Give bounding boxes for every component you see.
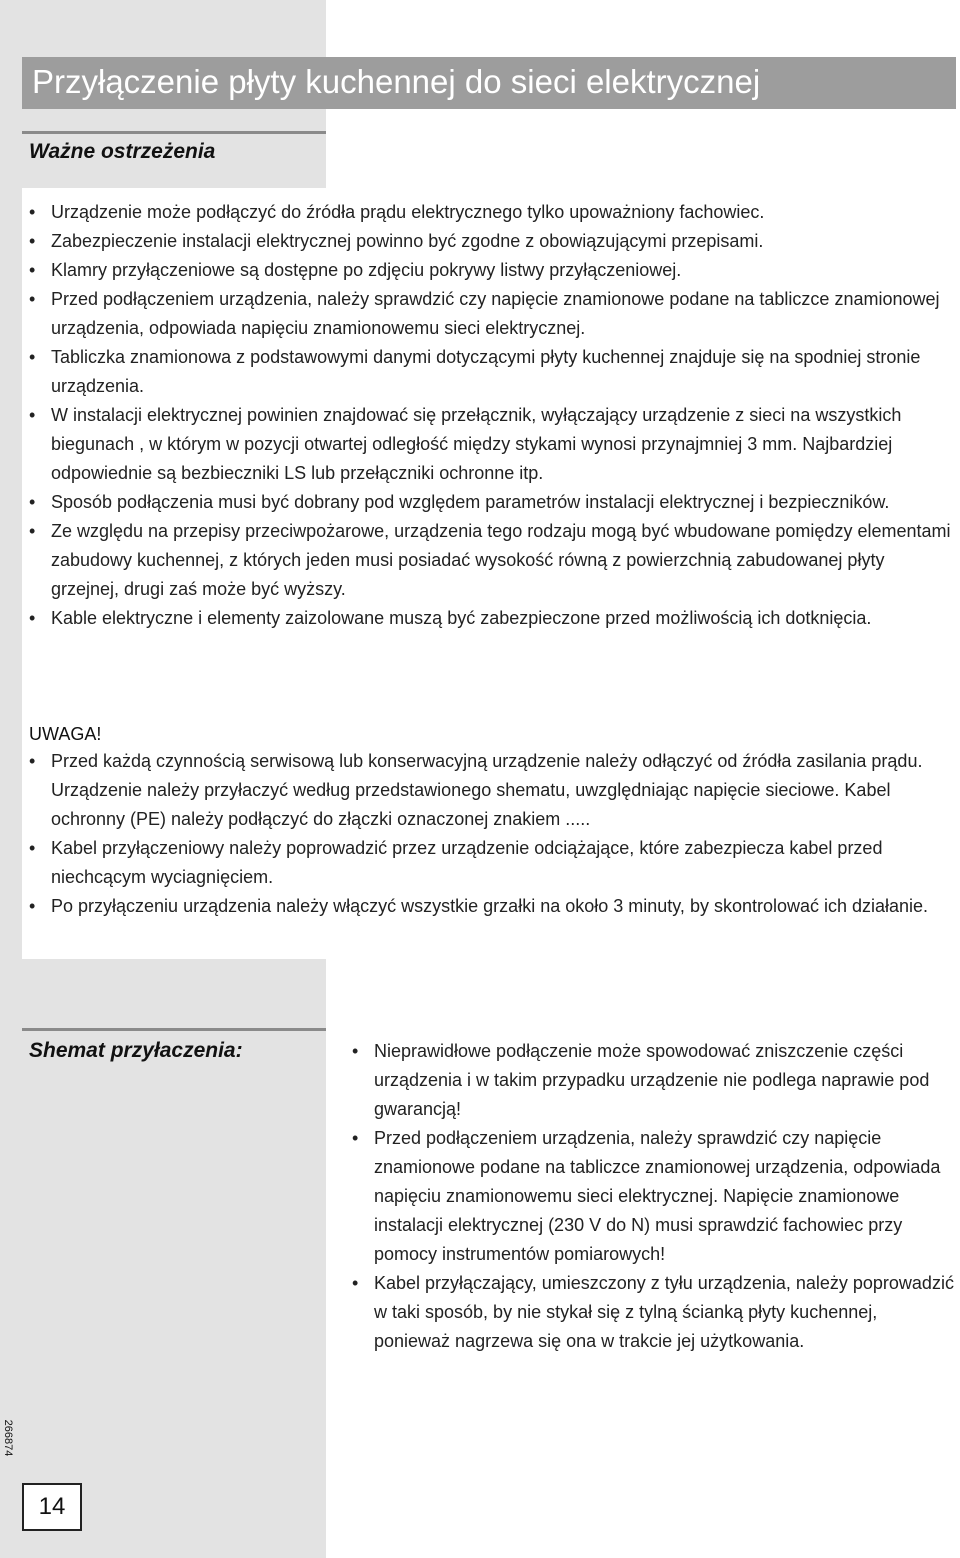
- list-item: • W instalacji elektrycznej powinien znajdować się przełącznik, wyłączający urządzenie z sieci na wszystkich biegunach , w którym w pozycji otwartej odległość między stykami wynosi przynajmniej 3 mm. Najbardziej odpowiednie są bezbieczniki LS lub przełączniki ochronne itp.: [22, 401, 952, 488]
- list-item: • Kable elektryczne i elementy zaizolowane muszą być zabezpieczone przed możliwością ich dotknięcia.: [22, 604, 952, 633]
- warnings-list: [22, 198, 952, 633]
- scheme-heading: Shemat przyłaczenia:: [29, 1039, 243, 1062]
- attention-label: UWAGA!: [29, 724, 102, 744]
- attention-list: [22, 747, 952, 921]
- list-item: • Zabezpieczenie instalacji elektrycznej powinno być zgodne z obowiązującymi przepisami.: [22, 227, 952, 256]
- list-item: • Po przyłączeniu urządzenia należy włączyć wszystkie grzałki na około 3 minuty, by skontrolować ich działanie.: [22, 892, 952, 921]
- scheme-list: [345, 1037, 957, 1356]
- list-item: • Urządzenie może podłączyć do źródła prądu elektrycznego tylko upoważniony fachowiec.: [22, 198, 952, 227]
- list-item: • Przed każdą czynnością serwisową lub konserwacyjną urządzenie należy odłączyć od źródła zasilania prądu. Urządzenie należy przyłaczyć według przedstawionego shematu, uwzględniając napięcie sieciowe. Kabel ochronny (PE) należy podłączyć do złączki oznaczonej znakiem .....: [22, 747, 952, 834]
- title-bar: [22, 57, 956, 109]
- list-item: • Klamry przyłączeniowe są dostępne po zdjęciu pokrywy listwy przyłączeniowej.: [22, 256, 952, 285]
- page-number: 14: [22, 1483, 82, 1531]
- list-item: • Kabel przyłączeniowy należy poprowadzić przez urządzenie odciążające, które zabezpiecza kabel przed niechcącym wyciagnięciem.: [22, 834, 952, 892]
- list-item: • Sposób podłączenia musi być dobrany pod względem parametrów instalacji elektrycznej i bezpieczników.: [22, 488, 952, 517]
- list-item: • Ze względu na przepisy przeciwpożarowe, urządzenia tego rodzaju mogą być wbudowane pomiędzy elementami zabudowy kuchennej, z których jeden musi posiadać wysokość równą z powierzchnią zabudowanej płyty grzejnej, drugi zaś może być wyższy.: [22, 517, 952, 604]
- list-item: • Nieprawidłowe podłączenie może spowodować zniszczenie części urządzenia i w takim przypadku urządzenie nie podlega naprawie pod gwarancją!: [345, 1037, 957, 1124]
- warnings-heading-rule: [22, 131, 326, 134]
- warnings-heading: Ważne ostrzeżenia: [29, 140, 216, 163]
- list-item: • Tabliczka znamionowa z podstawowymi danymi dotyczącymi płyty kuchennej znajduje się na spodniej stronie urządzenia.: [22, 343, 952, 401]
- list-item: • Przed podłączeniem urządzenia, należy sprawdzić czy napięcie znamionowe podane na tabliczce znamionowej urządzenia, odpowiada napięciu znamionowemu sieci elektrycznej. Napięcie znamionowe instalacji elektrycznej (230 V do N) musi sprawdzić fachowiec przy pomocy instrumentów pomiarowych!: [345, 1124, 957, 1269]
- scheme-heading-rule: [22, 1028, 326, 1031]
- document-code: 266874: [2, 1419, 14, 1457]
- list-item: • Przed podłączeniem urządzenia, należy sprawdzić czy napięcie znamionowe podane na tabliczce znamionowej urządzenia, odpowiada napięciu znamionowemu sieci elektrycznej.: [22, 285, 952, 343]
- page-title: Przyłączenie płyty kuchennej do sieci elektrycznej: [32, 63, 761, 100]
- list-item: • Kabel przyłączający, umieszczony z tyłu urządzenia, należy poprowadzić w taki sposób, by nie stykał się z tylną ścianką płyty kuchennej, ponieważ nagrzewa się ona w trakcie jej użytkowania.: [345, 1269, 957, 1356]
